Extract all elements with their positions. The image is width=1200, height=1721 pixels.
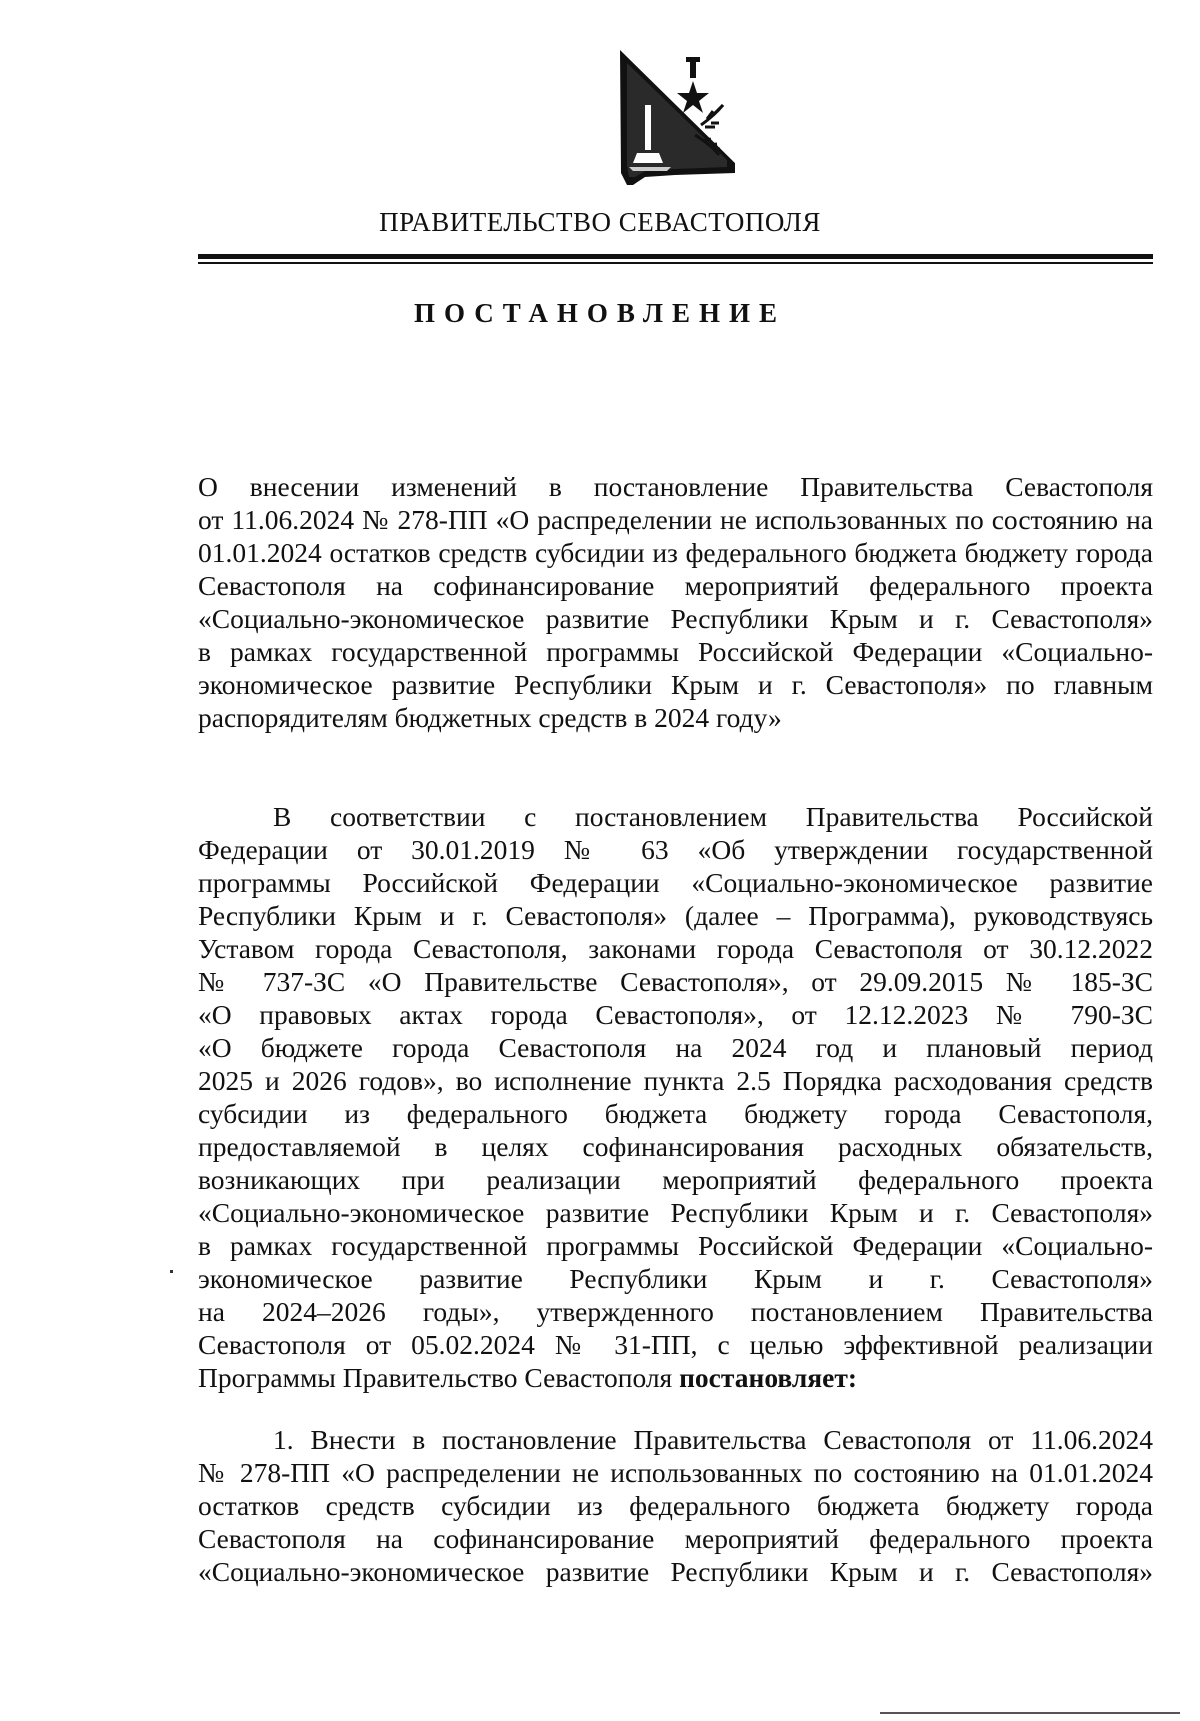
preamble-line: программы Российской Федерации «Социально-экономическое развитие [198,867,1153,898]
subject-line: от 11.06.2024 № 278-ПП «О распределении не использованных по состоянию на [198,504,1153,535]
subject-line: «Социально-экономическое развитие Республики Крым и г. Севастополя» [198,603,1153,634]
preamble-line: предоставляемой в целях софинансирования расходных обязательств, [198,1131,1153,1162]
scan-speck [170,1270,173,1273]
item-line: 1. Внести в постановление Правительства Севастополя от 11.06.2024 [273,1424,1153,1455]
subject-line: О внесении изменений в постановление Правительства Севастополя [198,471,1153,502]
subject-line: экономическое развитие Республики Крым и г. Севастополя» по главным [198,669,1153,700]
scan-edge-mark [880,1712,1180,1714]
preamble-paragraph [198,800,1153,1394]
subject-line: Севастополя на софинансирование мероприятий федерального проекта [198,570,1153,601]
sevastopol-emblem-icon [615,45,740,195]
preamble-line: «О правовых актах города Севастополя», от 12.12.2023 № 790-ЗС [198,999,1153,1030]
preamble-line: Севастополя от 05.02.2024 № 31-ПП, с целью эффективной реализации [198,1329,1153,1360]
government-name: ПРАВИТЕЛЬСТВО СЕВАСТОПОЛЯ [379,207,821,237]
preamble-final-text: Программы Правительство Севастополя [198,1362,680,1393]
preamble-line: в рамках государственной программы Российской Федерации «Социально- [198,1230,1153,1261]
preamble-line: субсидии из федерального бюджета бюджету города Севастополя, [198,1098,1153,1129]
header-divider-thin [198,262,1153,264]
document-type: ПОСТАНОВЛЕНИЕ [413,298,787,328]
preamble-line: В соответствии с постановлением Правительства Российской [273,801,1153,832]
preamble-line: на 2024–2026 годы», утвержденного постановлением Правительства [198,1296,1153,1327]
item-line: остатков средств субсидии из федерального бюджета бюджету города [198,1490,1153,1521]
preamble-line: 2025 и 2026 годов», во исполнение пункта 2.5 Порядка расходования средств [198,1065,1153,1096]
preamble-line: «Социально-экономическое развитие Республики Крым и г. Севастополя» [198,1197,1153,1228]
preamble-line: возникающих при реализации мероприятий федерального проекта [198,1164,1153,1195]
preamble-line: «О бюджете города Севастополя на 2024 год и плановый период [198,1032,1153,1063]
item-line: Севастополя на софинансирование мероприятий федерального проекта [198,1523,1153,1554]
preamble-line: Уставом города Севастополя, законами города Севастополя от 30.12.2022 [198,933,1153,964]
item-line: № 278-ПП «О распределении не использованных по состоянию на 01.01.2024 [198,1457,1153,1488]
preamble-final-line [198,1361,1153,1394]
preamble-line: экономическое развитие Республики Крым и г. Севастополя» [198,1263,1153,1294]
subject-line: распорядителям бюджетных средств в 2024 году» [198,702,782,733]
item-line: «Социально-экономическое развитие Республики Крым и г. Севастополя» [198,1556,1153,1587]
subject-line: в рамках государственной программы Российской Федерации «Социально- [198,636,1153,667]
preamble-line: № 737-ЗС «О Правительстве Севастополя», от 29.09.2015 № 185-ЗС [198,966,1153,997]
subject-line: 01.01.2024 остатков средств субсидии из федерального бюджета бюджету города [198,537,1153,568]
resolution-subject [198,470,1153,734]
resolves-keyword: постановляет: [679,1362,858,1393]
header-divider-thick [198,254,1153,259]
resolution-item-1 [198,1423,1153,1588]
preamble-line: Республики Крым и г. Севастополя» (далее – Программа), руководствуясь [198,900,1153,931]
preamble-line: Федерации от 30.01.2019 № 63 «Об утверждении государственной [198,834,1153,865]
